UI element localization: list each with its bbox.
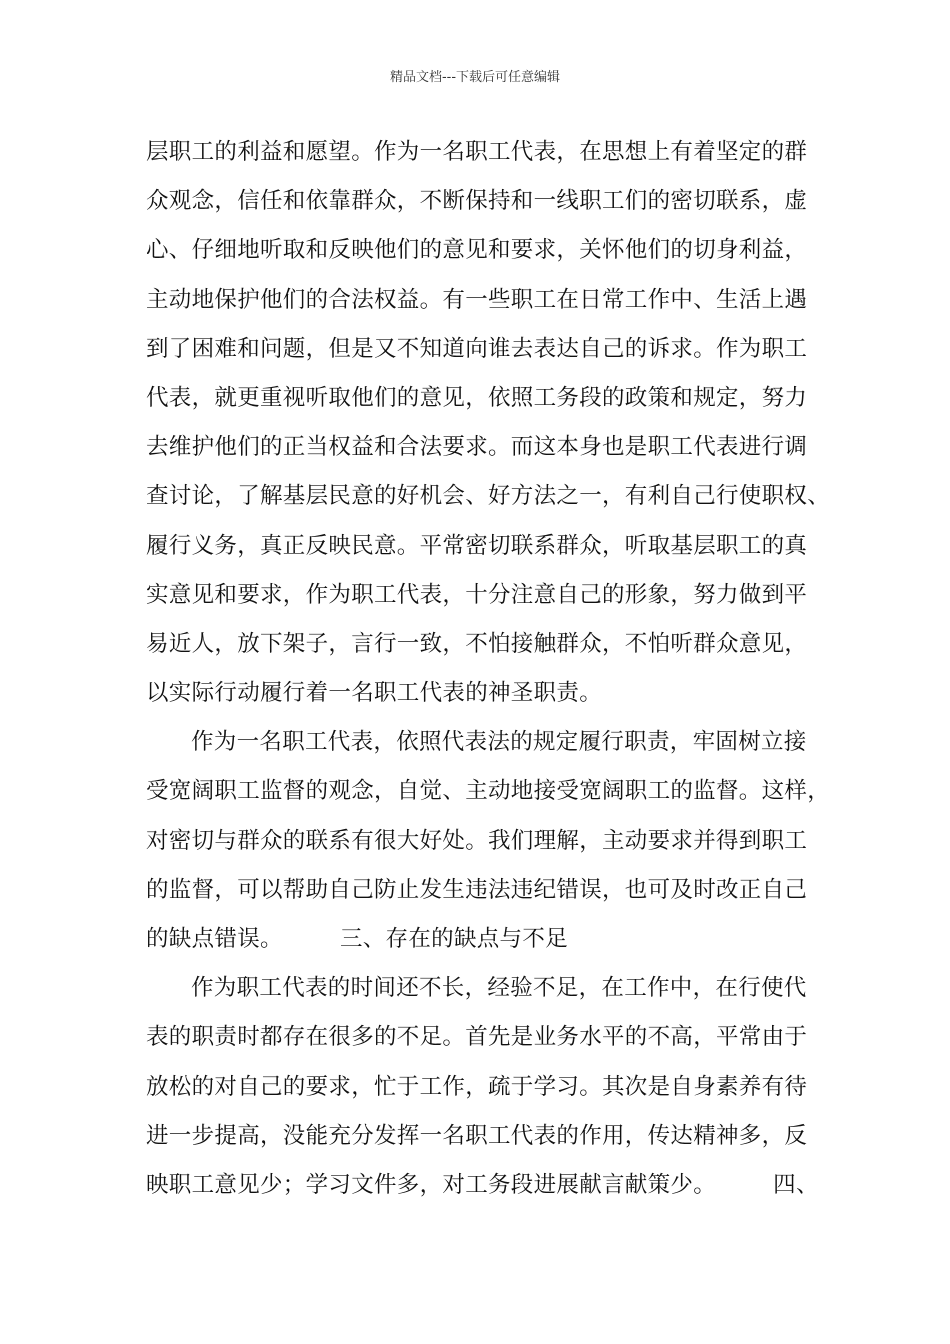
text-line: 易近人，放下架子，言行一致，不怕接触群众，不怕听群众意见， — [146, 630, 808, 657]
text-line: 映职工意见少；学习文件多，对工务段进展献言献策少。 四、 — [146, 1171, 819, 1198]
text-line: 对密切与群众的联系有很大好处。我们理解，主动要求并得到职工 — [146, 827, 808, 854]
text-line: 履行义务，真正反映民意。平常密切联系群众，听取基层职工的真 — [146, 532, 808, 559]
text-line: 表的职责时都存在很多的不足。首先是业务水平的不高，平常由于 — [146, 1024, 808, 1051]
text-line: 进一步提高，没能充分发挥一名职工代表的作用，传达精神多，反 — [146, 1122, 808, 1149]
page-header: 精品文档---下载后可任意编辑 — [389, 70, 561, 85]
text-line: 到了困难和问题，但是又不知道向谁去表达自己的诉求。作为职工 — [146, 335, 808, 362]
text-line: 的缺点错误。 三、存在的缺点与不足 — [146, 926, 568, 952]
text-line: 层职工的利益和愿望。作为一名职工代表，在思想上有着坚定的群 — [146, 139, 808, 165]
text-line: 实意见和要求，作为职工代表，十分注意自己的形象，努力做到平 — [146, 581, 808, 608]
text-line: 作为职工代表的时间还不长，经验不足，在工作中，在行使代 — [191, 975, 807, 1002]
text-line: 放松的对自己的要求，忙于工作，疏于学习。其次是自身素养有待 — [146, 1073, 808, 1100]
text-line: 心、仔细地听取和反映他们的意见和要求，关怀他们的切身利益， — [146, 237, 808, 264]
text-line: 的监督，可以帮助自己防止发生违法违纪错误，也可及时改正自己 — [146, 876, 808, 903]
text-line: 查讨论，了解基层民意的好机会、好方法之一，有利自己行使职权、 — [146, 483, 831, 510]
text-line: 受宽阔职工监督的观念，自觉、主动地接受宽阔职工的监督。这样， — [146, 778, 831, 805]
text-line: 众观念，信任和依靠群众，不断保持和一线职工们的密切联系，虚 — [146, 188, 808, 215]
text-line: 去维护他们的正当权益和合法要求。而这本身也是职工代表进行调 — [146, 434, 808, 461]
text-line: 主动地保护他们的合法权益。有一些职工在日常工作中、生活上遇 — [146, 286, 808, 313]
document-body — [146, 128, 831, 1210]
text-line: 作为一名职工代表，依照代表法的规定履行职责，牢固树立接 — [191, 729, 807, 756]
text-line: 代表，就更重视听取他们的意见，依照工务段的政策和规定，努力 — [146, 384, 808, 411]
text-line: 以实际行动履行着一名职工代表的神圣职责。 — [146, 680, 603, 707]
